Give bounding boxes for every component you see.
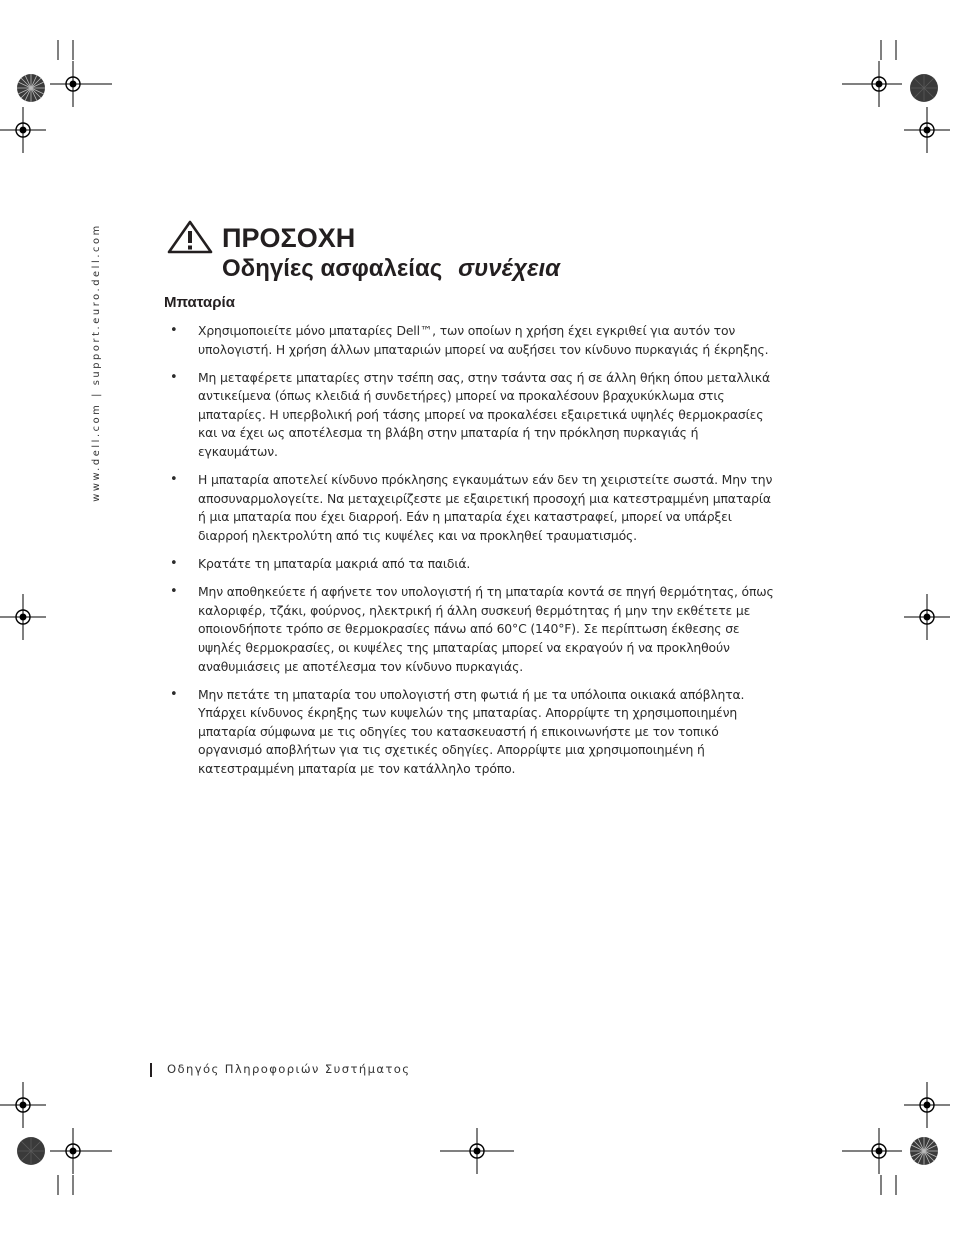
warning-triangle-icon [167,220,213,254]
bullet-list [170,322,775,788]
list-item-text: Η μπαταρία αποτελεί κίνδυνο πρόκλησης εγκαυμάτων εάν δεν τη χειριστείτε σωστά. Μην την αποσυναρμολογείτε. Να μεταχειρίζεστε με εξαιρετική προσοχή μια κατεστραμμένη μπαταρία ή μια μπαταρία που έχει διαρροή. Εάν η μπαταρία έχει καταστραφεί, μπορεί να υπάρξει διαρροή ηλεκτρολύτη από τις κυψέλες και να προκληθεί τραυματισμός. [198,472,773,543]
list-item-text: Χρησιμοποιείτε μόνο μπαταρίες Dell™, των οποίων η χρήση έχει εγκριθεί για αυτόν τον υπολογιστή. Η χρήση άλλων μπαταριών μπορεί να αυξήσει τον κίνδυνο πυρκαγιάς ή έκρηξης. [198,323,769,357]
page-title-text: Οδηγίες ασφαλείας [222,255,443,282]
list-item-text: Μην αποθηκεύετε ή αφήνετε τον υπολογιστή ή τη μπαταρία κοντά σε πηγή θερμότητας, όπως καλοριφέρ, τζάκι, φούρνος, ηλεκτρική ή άλλη συσκευή θερμότητας ή μην την εκθέτετε με οποιονδήποτε τρόπο σε θερμοκρασίες πάνω από 60°C (140°F). Σε περίπτωση έκθεσης σε υψηλές θερμοκρασίες, οι κυψέλες της μπαταρίας μπορεί να εκραγούν ή να προκληθούν αναθυμιάσεις με αποτέλεσμα τον κίνδυνο πυρκαγιάς. [198,584,774,674]
caution-heading: ΠΡΟΣΟΧΗ [222,223,356,253]
bullet-icon: • [170,323,178,338]
list-item [170,555,775,574]
page-title [222,254,560,284]
list-item-text: Κρατάτε τη μπαταρία μακριά από τα παιδιά. [198,556,471,572]
list-item [170,471,775,545]
bullet-icon: • [170,556,178,572]
page-footer: Οδηγός Πληροφοριών Συστήματος [167,1062,411,1076]
side-url [86,220,106,505]
footer-divider [150,1063,152,1077]
bullet-icon: • [170,686,178,702]
list-item [170,322,775,359]
list-item-text: Μη μεταφέρετε μπαταρίες στην τσέπη σας, στην τσάντα σας ή σε άλλη θήκη όπου μεταλλικά αντικείμενα (όπως κλειδιά ή συνδετήρες) μπορεί να προκαλέσουν βραχυκύκλωμα στις μπαταρίες. Η υπερβολική ροή τάσης μπορεί να προκαλέσει εξαιρετικά υψηλές θερμοκρασίες και να έχει ως αποτέλεσμα τη βλάβη στην μπαταρία ή την πρόκληση πυρκαγιάς ή εγκαυμάτων. [198,369,770,460]
continued-label: συνέχεια [458,255,561,282]
bullet-icon: • [170,584,178,600]
list-item [170,583,775,676]
side-url-text: www.dell.com | support.euro.dell.com [90,223,102,502]
list-item-text: Μην πετάτε τη μπαταρία του υπολογιστή στη φωτιά ή με τα υπόλοιπα οικιακά απόβλητα. Υπάρχει κίνδυνος έκρηξης των κυψελών της μπαταρίας. Απορρίψτε τη χρησιμοποιημένη μπαταρία σύμφωνα με τις οδηγίες του κατασκευαστή ή επικοινωνήστε με τον τοπικό οργανισμό αποβλήτων για τις σχετικές οδηγίες. Απορρίψτε μια χρησιμοποιημένη ή κατεστραμμένη μπαταρία με τον κατάλληλο τρόπο. [198,686,745,776]
list-item [170,369,775,462]
section-title: Μπαταρία [164,294,235,311]
bullet-icon: • [170,472,178,488]
bullet-icon: • [170,369,178,385]
list-item [170,686,775,779]
